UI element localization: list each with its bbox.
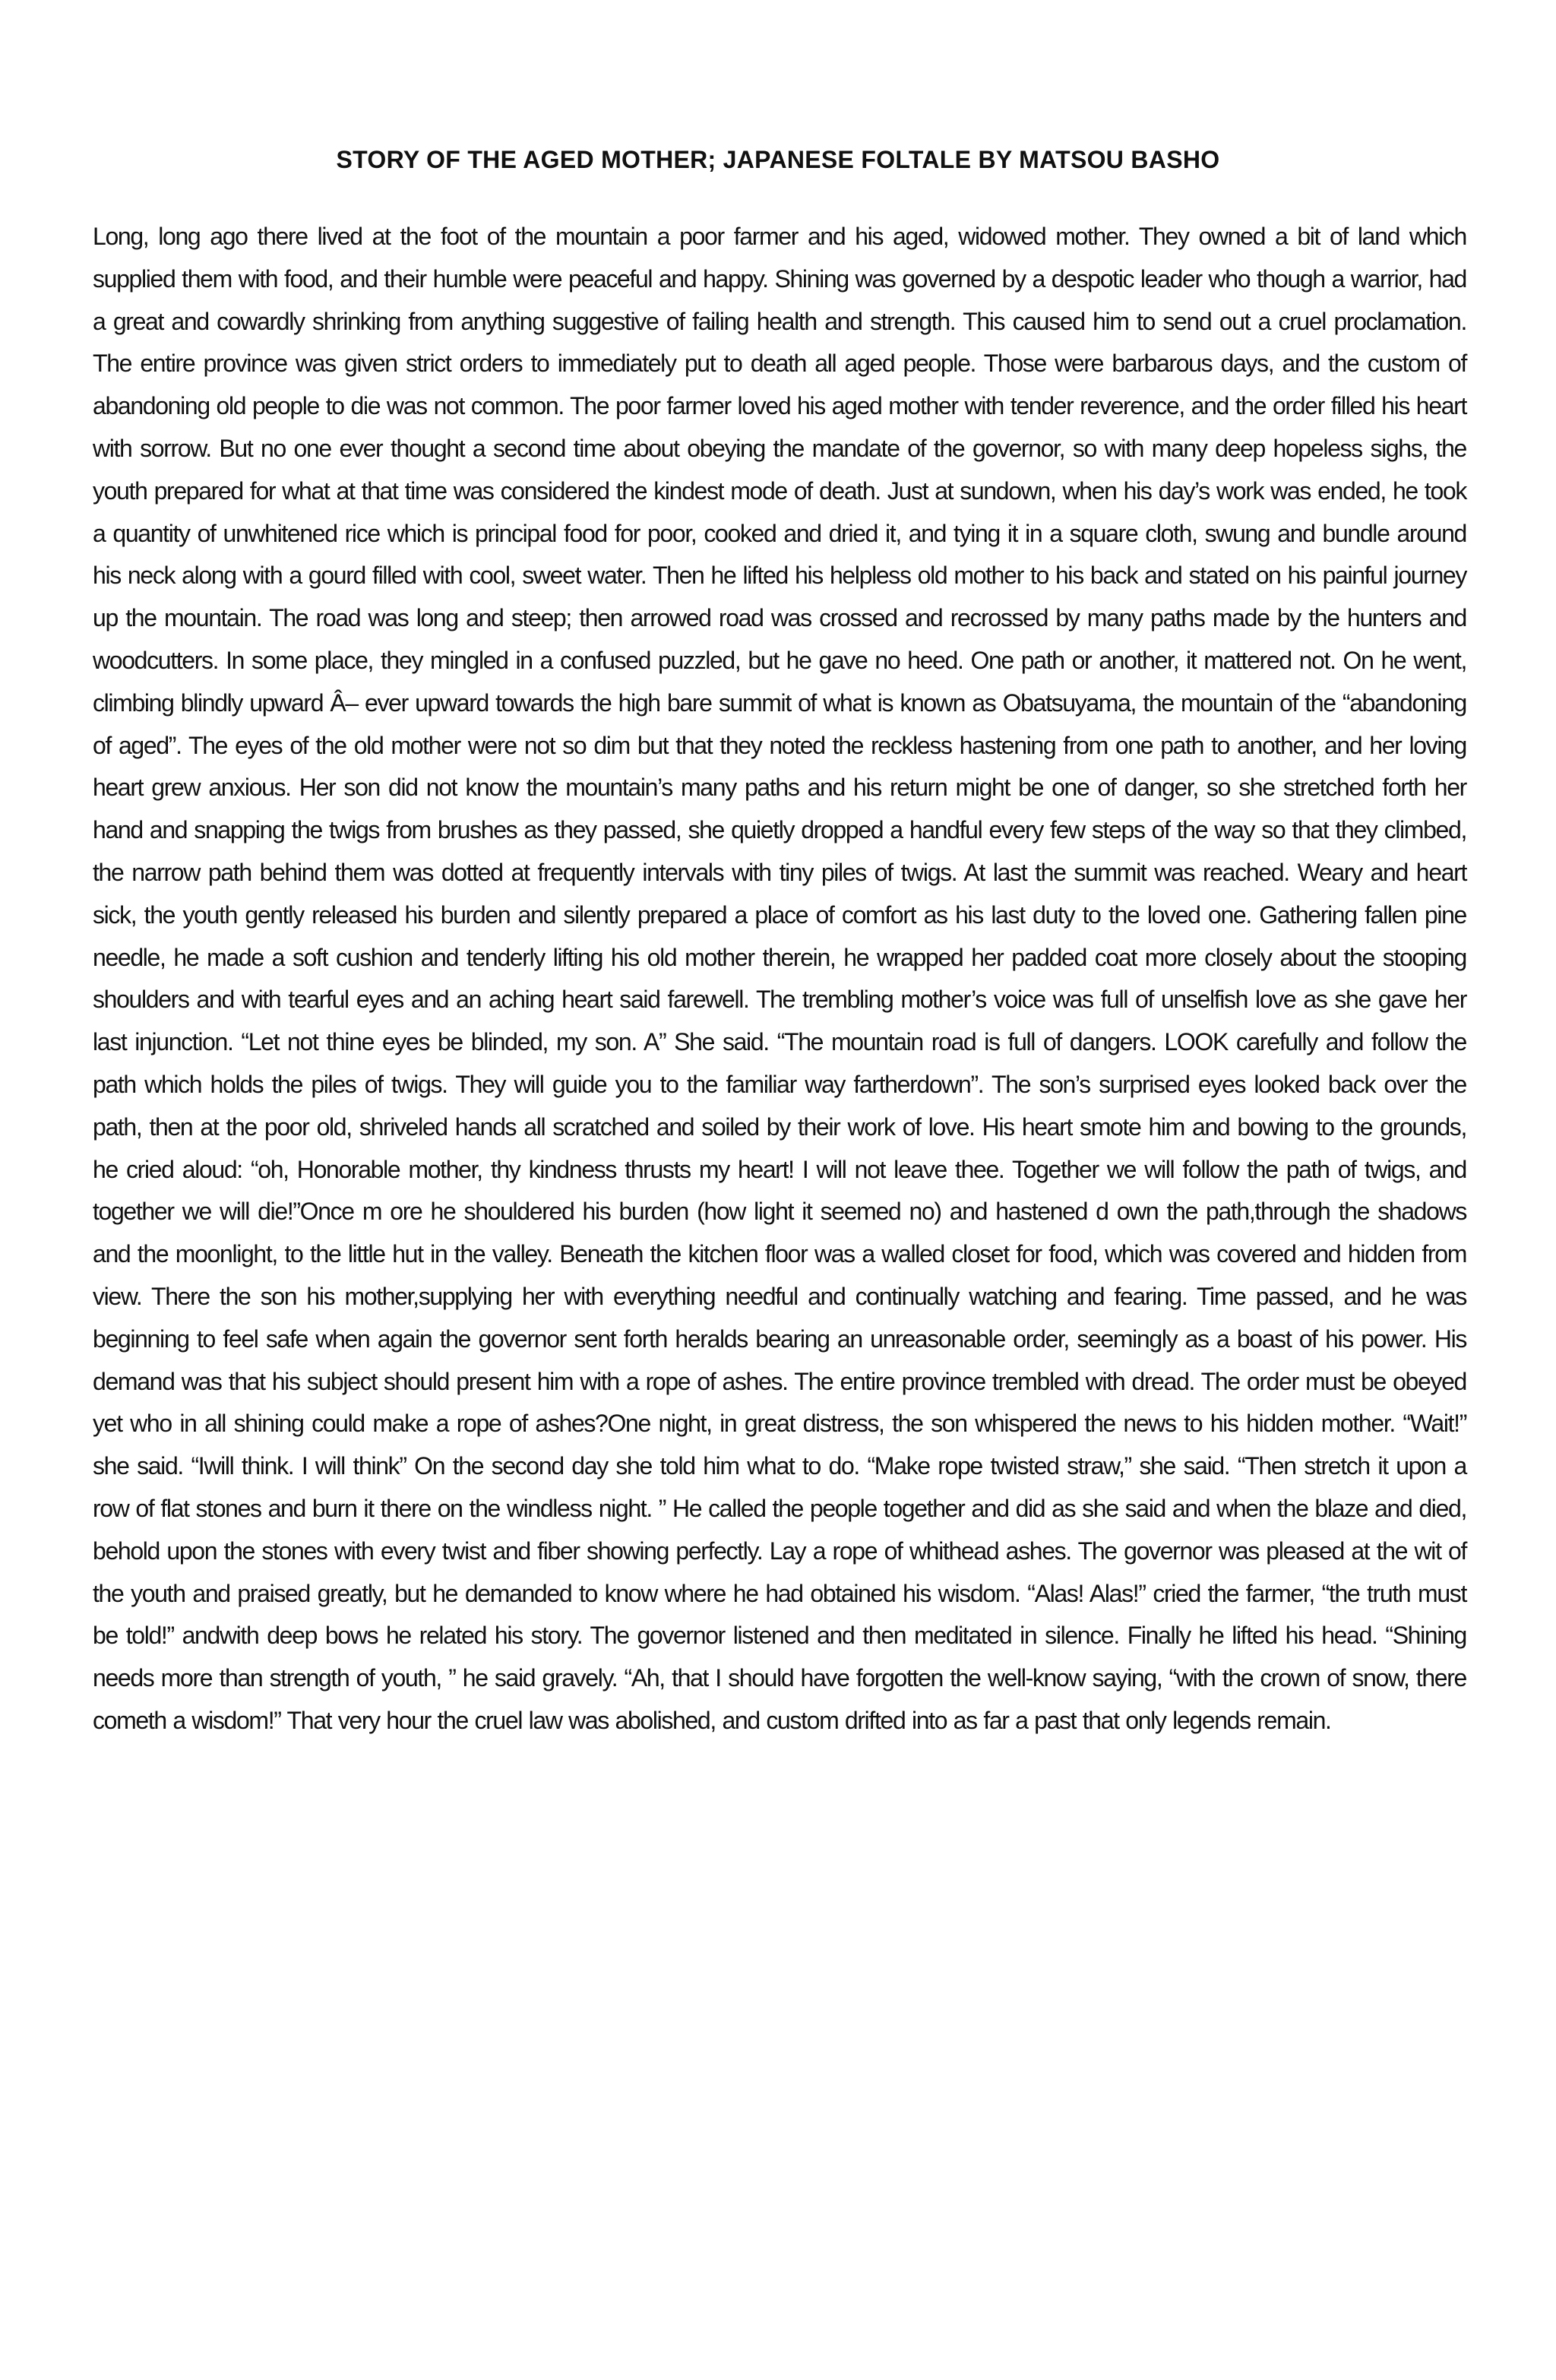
story-body: Long, long ago there lived at the foot of the mountain a poor farmer and his aged, widowed mother. They owned a bit of land which supplied them with food, and their humble were peaceful and happy. Shining was governed by a despotic leader who though a warrior, had a great and cowardly shrinking from anything suggestive of failing health and strength. This caused him to send out a cruel proclamation. The entire province was given strict orders to immediately put to death all aged people. Those were barbarous days, and the custom of abandoning old people to die was not common. The poor farmer loved his aged mother with tender reverence, and the order filled his heart with sorrow. But no one ever thought a second time about obeying the mandate of the governor, so with many deep hopeless sighs, the youth prepared for what at that time was considered the kindest mode of death. Just at sundown, when his day’s work was ended, he took a quantity of unwhitened rice which is principal food for poor, cooked and dried it, and tying it in a square cloth, swung and bundle around his neck along with a gourd filled with cool, sweet water. Then he lifted his helpless old mother to his back and stated on his painful journey up the mountain. The road was long and steep; then arrowed road was crossed and recrossed by many paths made by the hunters and woodcutters. In some place, they mingled in a confused puzzled, but he gave no heed. One path or another, it mattered not. On he went, climbing blindly upward Â– ever upward towards the high bare summit of what is known as Obatsuyama, the mountain of the “abandoning of aged”. The eyes of the old mother were not so dim but that they noted the reckless hastening from one path to another, and her loving heart grew anxious. Her son did not know the mountain’s many paths and his return might be one of danger, so she stretched forth her hand and snapping the twigs from brushes as they passed, she quietly dropped a handful every few steps of the way so that they climbed, the narrow path behind them was dotted at frequently intervals with tiny piles of twigs. At last the summit was reached. Weary and heart sick, the youth gently released his burden and silently prepared a place of comfort as his last duty to the loved one. Gathering fallen pine needle, he made a soft cushion and tenderly lifting his old mother therein, he wrapped her padded coat more closely about the stooping shoulders and with tearful eyes and an aching heart said farewell. The trembling mother’s voice was full of unselfish love as she gave her last injunction. “Let not thine eyes be blinded, my son. A” She said. “The mountain road is full of dangers. LOOK carefully and follow the path which holds the piles of twigs. They will guide you to the familiar way fartherdown”. The son’s surprised eyes looked back over the path, then at the poor old, shriveled hands all scratched and soiled by their work of love. His heart smote him and bowing to the grounds, he cried aloud: “oh, Honorable mother, thy kindness thrusts my heart! I will not leave thee. Together we will follow the path of twigs, and together we will die!”Once m ore he shouldered his burden (how light it seemed no) and hastened d own the path,through the shadows and the moonlight, to the little hut in the valley. Beneath the kitchen floor was a walled closet for food, which was covered and hidden from view. There the son his mother,supplying her with everything needful and continually watching and fearing. Time passed, and he was beginning to feel safe when again the governor sent forth heralds bearing an unreasonable order, seemingly as a boast of his power. His demand was that his subject should present him with a rope of ashes. The entire province trembled with dread. The order must be obeyed yet who in all shining could make a rope of ashes?One night, in great distress, the son whispered the news to his hidden mother. “Wait!” she said. “Iwill think. I will think” On the second day she told him what to do. “Make rope twisted straw,” she said. “Then stretch it upon a row of flat stones and burn it there on the windless night. ” He called the people together and did as she said and when the blaze and died, behold upon the stones with every twist and fiber showing perfectly. Lay a rope of whithead ashes. The governor was pleased at the wit of the youth and praised greatly, but he demanded to know where he had obtained his wisdom. “Alas! Alas!” cried the farmer, “the truth must be told!” andwith deep bows he related his story. The governor listened and then meditated in silence. Finally he lifted his head. “Shining needs more than strength of youth, ” he said gravely. “Ah, that I should have forgotten the well-know saying, “with the crown of snow, there cometh a wisdom!” That very hour the cruel law was abolished, and custom drifted into as far a past that only legends remain. [93, 223, 1466, 1734]
story-title: STORY OF THE AGED MOTHER; JAPANESE FOLTALE BY MATSOU BASHO [336, 146, 1220, 173]
